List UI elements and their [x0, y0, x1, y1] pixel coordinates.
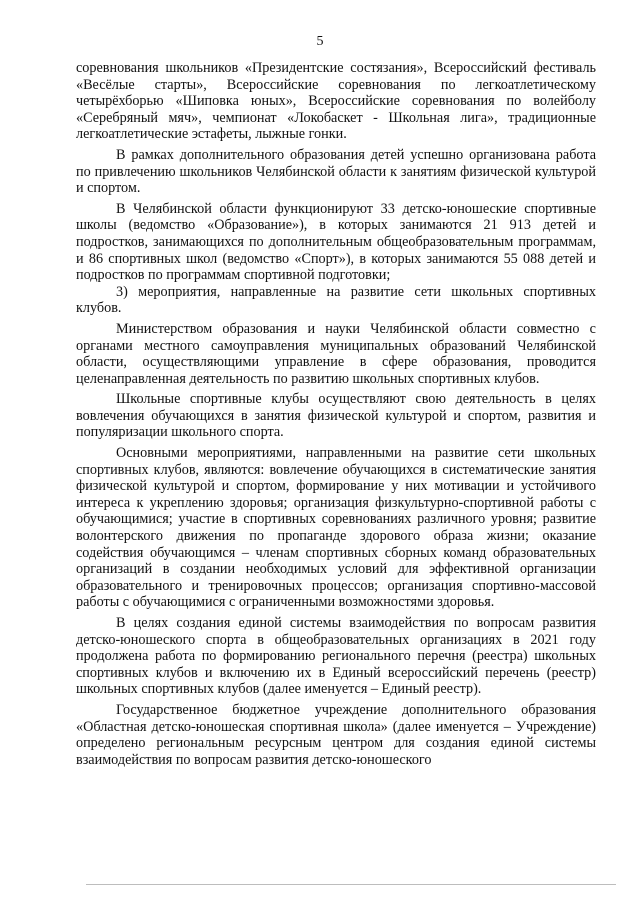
page-number: 5 [316, 34, 324, 49]
paragraph-main-activities: Основными мероприятиями, направленными на развитие сети школьных спортивных клубов, являются: вовлечение обучающихся в систематические занятия физической культурой и спортом, формирование у них мотивации и устойчивого интереса к укреплению здоровья; организация физкультурно-спортивной работы с обучающимися; участие в спортивных соревнованиях различного уровня; развитие волонтерского движения по пропаганде здорового образа жизни; оказание содействия обучающимся – членам спортивных сборных команд образовательных организаций в создании необходимых условий для эффективной организации образовательного и тренировочных процессов; организация спортивно-массовой работы с обучающимися с ограниченными возможностями здоровья. [76, 445, 596, 611]
paragraph-item-3-clubs: 3) мероприятия, направленные на развитие сети школьных спортивных клубов. [76, 283, 596, 317]
paragraph-resource-center: Государственное бюджетное учреждение дополнительного образования «Областная детско-юношеская спортивная школа» (далее именуется – Учреждение) определено региональным ресурсным центром для создания единой системы взаимодействия по вопросам развития детско-юношеского [76, 701, 596, 768]
page-bottom-edge [86, 884, 616, 885]
paragraph-sports-schools: В Челябинской области функционируют 33 детско-юношеские спортивные школы (ведомство «Образование»), в которых занимаются 21 913 детей и подростков, занимающихся по дополнительным общеобразовательным программам, и 86 спортивных школ (ведомство «Спорт»), в которых занимаются 55 088 детей и подростков по программам спортивной подготовки; [76, 200, 596, 284]
document-body [76, 60, 596, 768]
paragraph-additional-education: В рамках дополнительного образования детей успешно организована работа по привлечению школьников Челябинской области к занятиям физической культурой и спортом. [76, 146, 596, 197]
paragraph-competitions-list: соревнования школьников «Президентские состязания», Всероссийский фестиваль «Весёлые старты», Всероссийские соревнования по легкоатлетическому четырёхборью «Шиповка юных», Всероссийские соревнования по волейболу «Серебряный мяч», чемпионат «Локобаскет - Школьная лига», традиционные легкоатлетические эстафеты, лыжные гонки. [76, 60, 596, 143]
paragraph-unified-registry: В целях создания единой системы взаимодействия по вопросам развития детско-юношеского спорта в общеобразовательных организациях в 2021 году продолжена работа по формированию регионального перечня (реестра) школьных спортивных клубов и включению их в Единый всероссийский перечень (реестр) школьных спортивных клубов (далее именуется – Единый реестр). [76, 615, 596, 698]
paragraph-ministry-activity: Министерством образования и науки Челябинской области совместно с органами местного самоуправления муниципальных образований Челябинской области, осуществляющими управление в сфере образования, проводится целенаправленная деятельность по развитию школьных спортивных клубов. [76, 320, 596, 387]
paragraph-clubs-purpose: Школьные спортивные клубы осуществляют свою деятельность в целях вовлечения обучающихся в занятия физической культурой и спортом, развития и популяризации школьного спорта. [76, 391, 596, 441]
